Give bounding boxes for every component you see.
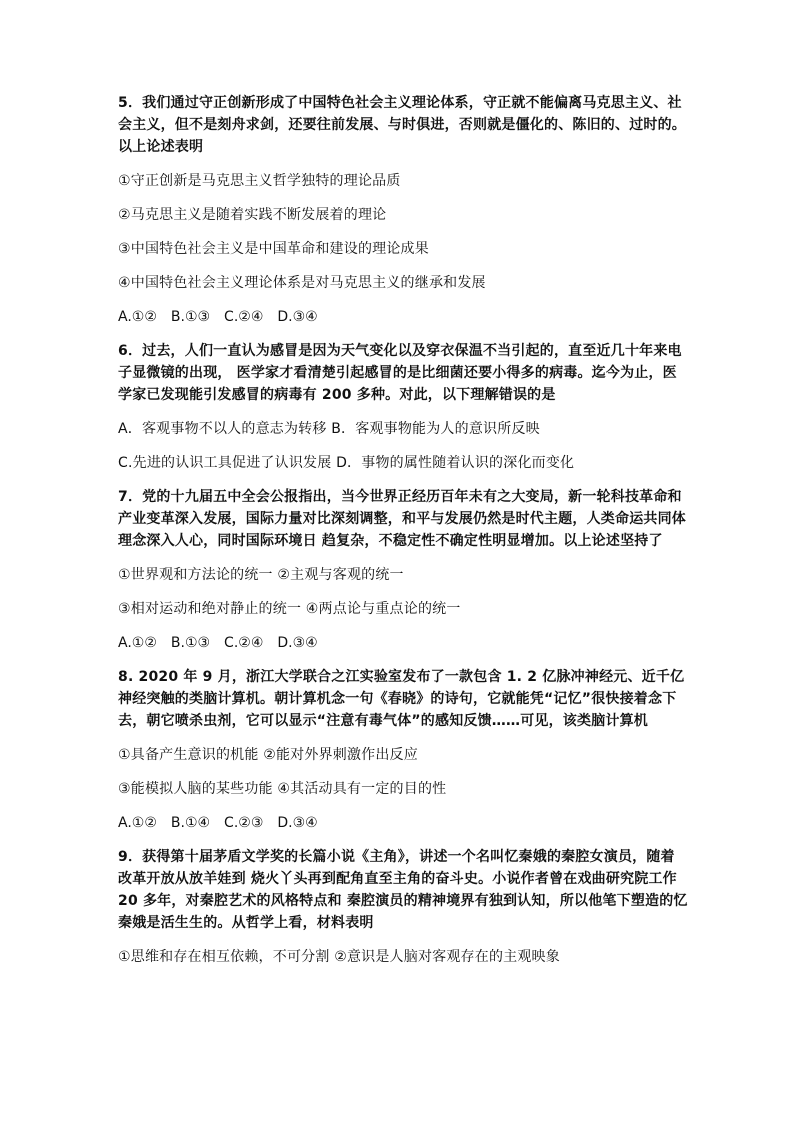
answer-choice-b: B.①③ bbox=[170, 635, 211, 651]
option-item: ①守正创新是马克思主义哲学独特的理论品质 bbox=[118, 173, 401, 189]
question-9 bbox=[118, 846, 688, 968]
answer-choice-a: A.①② bbox=[118, 635, 157, 651]
question-stem: 8. 2020 年 9 月，浙江大学联合之江实验室发布了一款包含 1. 2 亿脉冲神经元、近千亿神经突触的类脑计算机。朝计算机念一句《春晓》的诗句，它就能凭“记忆”很快接着念下去，朝它喷杀虫剂，它可以显示“注意有毒气体”的感知反馈……可见，该类脑计算机 bbox=[118, 669, 685, 729]
option-item: C.先进的认识工具促进了认识发展 D．事物的属性随着认识的深化而变化 bbox=[118, 455, 575, 471]
option-item: ③相对运动和绝对静止的统一 ④两点论与重点论的统一 bbox=[118, 601, 461, 617]
option-item: ①具备产生意识的机能 ②能对外界刺激作出反应 bbox=[118, 747, 418, 763]
option-item: ②马克思主义是随着实践不断发展着的理论 bbox=[118, 207, 387, 223]
answer-choices bbox=[118, 632, 688, 654]
question-5 bbox=[118, 92, 688, 328]
question-8 bbox=[118, 666, 688, 834]
option-item: ①世界观和方法论的统一 ②主观与客观的统一 bbox=[118, 567, 404, 583]
answer-choice-a: A.①② bbox=[118, 309, 157, 325]
option-item: ③能模拟人脑的某些功能 ④其活动具有一定的目的性 bbox=[118, 781, 447, 797]
option-item: ③中国特色社会主义是中国革命和建设的理论成果 bbox=[118, 241, 429, 257]
answer-choice-c: C.②④ bbox=[224, 309, 264, 325]
question-7 bbox=[118, 486, 688, 654]
answer-choices bbox=[118, 812, 688, 834]
answer-choice-c: C.②③ bbox=[224, 815, 264, 831]
answer-choice-c: C.②④ bbox=[224, 635, 264, 651]
question-stem: 7．党的十九届五中全会公报指出，当今世界正经历百年未有之大变局，新一轮科技革命和产业变革深入发展，国际力量对比深刻调整，和平与发展仍然是时代主题，人类命运共同体理念深入人心，同时国际环境日 趋复杂，不稳定性不确定性明显增加。以上论述坚持了 bbox=[118, 489, 686, 549]
question-stem: 6．过去，人们一直认为感冒是因为天气变化以及穿衣保温不当引起的，直至近几十年来电子显微镜的出现， 医学家才看清楚引起感冒的是比细菌还要小得多的病毒。迄今为止，医学家已发现能引发感冒的病毒有 200 多种。对此，以下理解错误的是 bbox=[118, 343, 682, 403]
answer-choice-d: D.③④ bbox=[277, 815, 318, 831]
answer-choice-d: D.③④ bbox=[277, 635, 318, 651]
question-6 bbox=[118, 340, 688, 474]
question-stem: 5．我们通过守正创新形成了中国特色社会主义理论体系，守正就不能偏离马克思主义、社会主义，但不是刻舟求剑，还要往前发展、与时俱进，否则就是僵化的、陈旧的、过时的。以上论述表明 bbox=[118, 95, 686, 155]
question-stem: 9．获得第十届茅盾文学奖的长篇小说《主角》，讲述一个名叫忆秦娥的秦腔女演员，随着改革开放从放羊娃到 烧火丫头再到配角直至主角的奋斗史。小说作者曾在戏曲研究院工作 20 多年，对秦腔艺术的风格特点和 秦腔演员的精神境界有独到认知，所以他笔下塑造的忆秦娥是活生生的。从哲学上看，材料表明 bbox=[118, 849, 688, 931]
answer-choices bbox=[118, 306, 688, 328]
page-content bbox=[118, 92, 688, 980]
option-item: ④中国特色社会主义理论体系是对马克思主义的继承和发展 bbox=[118, 275, 486, 291]
answer-choice-d: D.③④ bbox=[277, 309, 318, 325]
option-item: A．客观事物不以人的意志为转移 B．客观事物能为人的意识所反映 bbox=[118, 421, 540, 437]
answer-choice-b: B.①③ bbox=[170, 309, 211, 325]
option-item: ①思维和存在相互依赖，不可分割 ②意识是人脑对客观存在的主观映象 bbox=[118, 949, 560, 965]
answer-choice-a: A.①② bbox=[118, 815, 157, 831]
answer-choice-b: B.①④ bbox=[170, 815, 211, 831]
